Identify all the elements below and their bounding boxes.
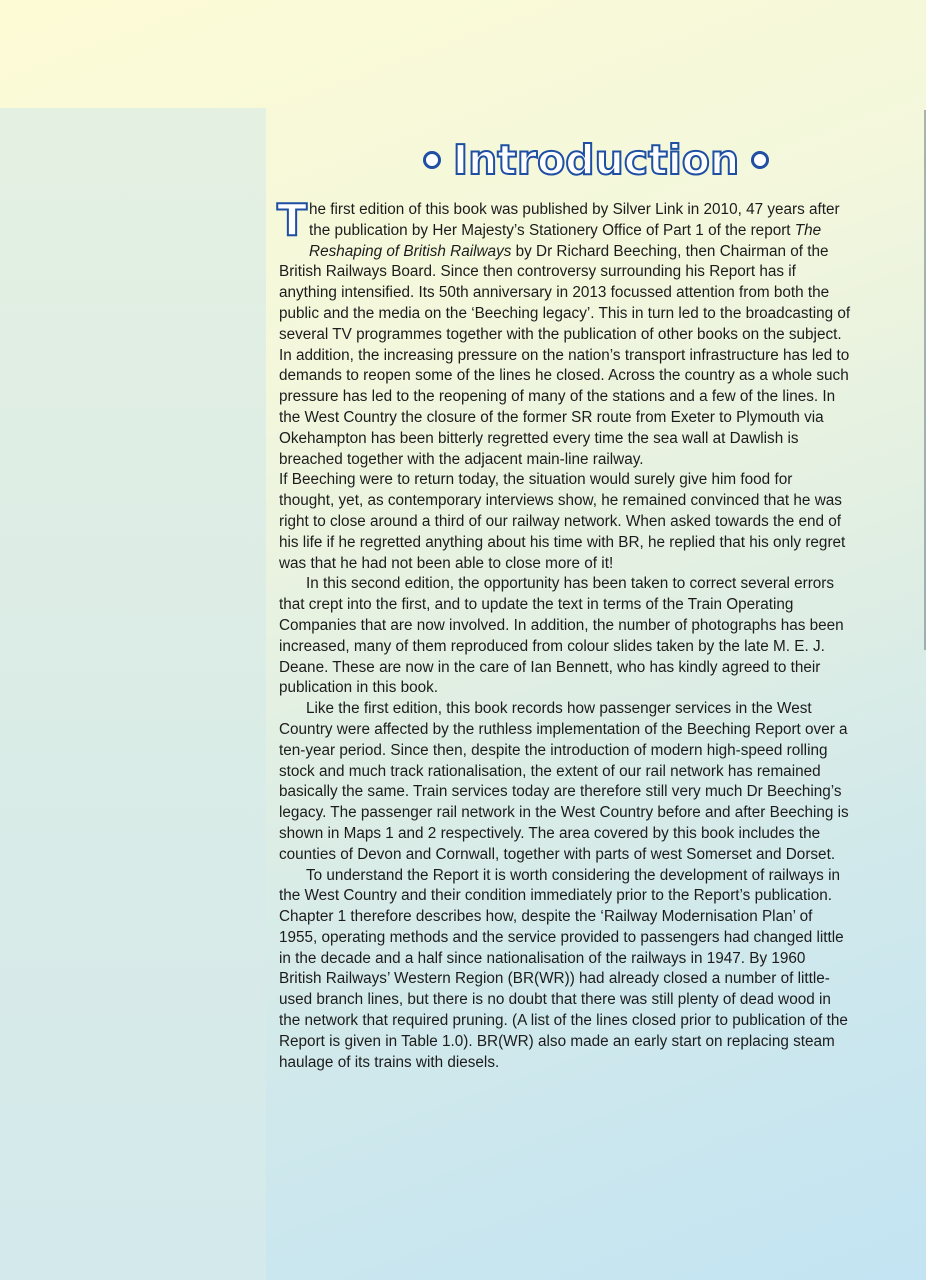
drop-cap: T [277, 195, 308, 246]
title-text: Introduction [452, 136, 740, 184]
page-title [423, 136, 769, 184]
left-margin-panel [0, 108, 266, 1280]
paragraph-4: Like the first edition, this book records how passenger services in the West Country were affected by the ruthless implementation of the Beeching Report over a ten-year period. Since then, despite the introduction of modern high-speed rolling stock and much track rationalisation, the extent of our rail network has remained basically the same. Train services today are therefore still very much Dr Beeching’s legacy. The passenger rail network in the West Country before and after Beeching is shown in Maps 1 and 2 respectively. The area covered by this book includes the counties of Devon and Cornwall, together with parts of west Somerset and Dorset. [279, 700, 849, 863]
paragraph-1 [277, 195, 851, 470]
paragraph-2: If Beeching were to return today, the situation would surely give him food for thought, yet, as contemporary interviews show, he remained convinced that he was right to close around a third of our railway network. When asked towards the end of his life if he regretted anything about his time with BR, he replied that his only regret was that he had not been able to close more of it! [279, 471, 846, 572]
page-header [266, 136, 926, 184]
article-body [277, 195, 851, 1073]
paragraph-3: In this second edition, the opportunity has been taken to correct several errors that crept into the first, and to update the text in terms of the Train Operating Companies that are now involved. In addition, the number of photographs has been increased, many of them reproduced from colour slides taken by the late M. E. J. Deane. These are now in the care of Ian Bennett, who has kindly agreed to their publication in this book. [279, 575, 844, 697]
bullet-dot-left-icon [423, 151, 441, 169]
paragraph-5: To understand the Report it is worth considering the development of railways in the West Country and their condition immediately prior to the Report’s publication. Chapter 1 therefore describes how, despite the ‘Railway Modernisation Plan’ of 1955, operating methods and the service provided to passengers had changed little in the decade and a half since nationalisation of the railways in 1947. By 1960 British Railways’ Western Region (BR(WR)) had already closed a number of little-used branch lines, but there is no doubt that there was still plenty of dead wood in the network that required pruning. (A list of the lines closed prior to publication of the Report is given in Table 1.0). BR(WR) also made an early start on replacing steam haulage of its trains with diesels. [279, 866, 848, 1071]
report-title: The Reshaping of British Railways [309, 221, 822, 260]
paragraph-1-intro: he first edition of this book was published by Silver Link in 2010, 47 years after the publication by Her Majesty’s Stationery Office of Part 1 of the report [309, 201, 840, 239]
paragraph-1-rest: by Dr Richard Beeching, then Chairman of the British Railways Board. Since then controversy surrounding his Report has if anything intensified. Its 50th anniversary in 2013 focussed attention from both the public and the media on the ‘Beeching legacy’. This in turn led to the broadcasting of several TV programmes together with the publication of other books on the subject. In addition, the increasing pressure on the nation’s transport infrastructure has led to demands to reopen some of the lines he closed. Across the country as a whole such pressure has led to the reopening of many of the stations and a few of the lines. In the West Country the closure of the former SR route from Exeter to Plymouth via Okehampton has been bitterly regretted every time the sea wall at Dawlish is breached together with the adjacent main-line railway. [279, 242, 851, 468]
bullet-dot-right-icon [751, 151, 769, 169]
